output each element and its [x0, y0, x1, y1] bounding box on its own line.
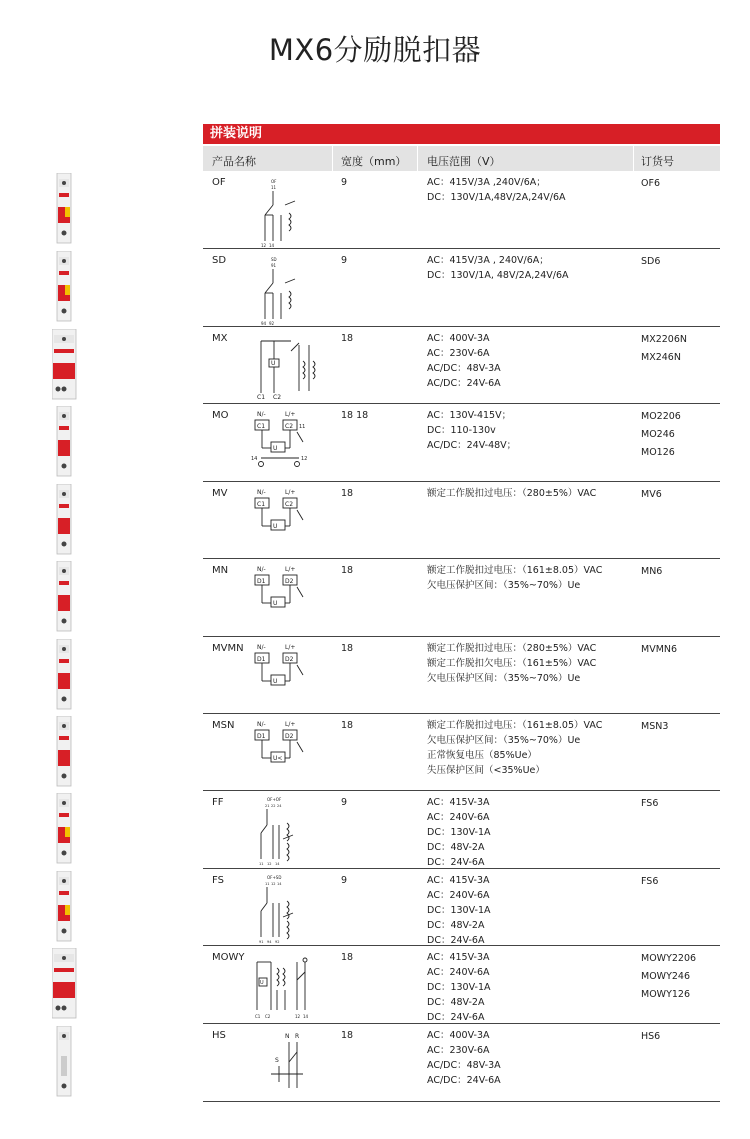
svg-text:OF+SD: OF+SD — [267, 875, 282, 880]
voltage-range: 额定工作脱扣过电压：（280±5%）VAC — [427, 488, 597, 499]
svg-text:C1: C1 — [257, 501, 266, 508]
table-row — [203, 637, 720, 714]
wiring-diagram — [251, 331, 321, 403]
svg-text:L/+: L/+ — [285, 566, 296, 573]
product-name: FF — [212, 797, 224, 808]
product-name: MN — [212, 565, 229, 576]
svg-text:N/-: N/- — [257, 644, 266, 651]
product-thumbnail — [52, 639, 78, 711]
svg-text:14: 14 — [269, 243, 275, 247]
svg-text:U: U — [273, 600, 278, 607]
svg-text:D1: D1 — [257, 733, 266, 740]
wiring-diagram-icon — [251, 563, 321, 635]
svg-text:L/+: L/+ — [285, 489, 296, 496]
table-row — [203, 791, 720, 869]
product-width: 18 — [341, 643, 354, 654]
svg-text:21: 21 — [265, 804, 270, 808]
svg-text:11: 11 — [299, 424, 306, 430]
order-number: MOWY2206 MOWY246 MOWY126 — [641, 953, 697, 1000]
order-number: MV6 — [641, 489, 662, 500]
svg-text:14: 14 — [303, 1014, 309, 1019]
voltage-range: AC：130V-415V； DC：110-130v AC/DC：24V-48V； — [427, 410, 517, 451]
wiring-diagram — [251, 718, 321, 790]
product-name: MOWY — [212, 952, 245, 963]
product-name: MV — [212, 488, 228, 499]
svg-text:14: 14 — [277, 882, 282, 886]
svg-text:91: 91 — [259, 940, 264, 944]
product-width: 18 — [341, 952, 354, 963]
product-width: 9 — [341, 177, 348, 188]
product-thumbnail — [52, 716, 78, 788]
product-name: MSN — [212, 720, 235, 731]
wiring-diagram-icon — [251, 795, 321, 867]
table-row — [203, 714, 720, 791]
product-name: MO — [212, 410, 229, 421]
product-name: MVMN — [212, 643, 244, 654]
wiring-diagram — [251, 795, 321, 867]
product-name: OF — [212, 177, 226, 188]
voltage-range: AC：415V-3A AC：240V-6A DC：130V-1A DC：48V-2A DC：24V-6A — [427, 952, 491, 1023]
product-name: MX — [212, 333, 228, 344]
svg-text:SD: SD — [271, 257, 277, 262]
breaker-module-icon — [52, 406, 78, 478]
svg-text:N: N — [285, 1033, 290, 1040]
svg-text:L/+: L/+ — [285, 721, 296, 728]
svg-text:12: 12 — [267, 862, 272, 866]
svg-text:12: 12 — [301, 456, 308, 462]
table-row — [203, 171, 720, 249]
order-number: FS6 — [641, 876, 659, 887]
wiring-diagram-icon — [251, 718, 321, 790]
table-row — [203, 946, 720, 1024]
voltage-range: 额定工作脱扣过电压：（161±8.05）VAC 欠电压保护区间：（35%~70%）Ue — [427, 565, 603, 591]
svg-text:N/-: N/- — [257, 721, 266, 728]
svg-text:92: 92 — [275, 940, 280, 944]
wiring-diagram-icon — [251, 408, 321, 480]
svg-text:OF+OF: OF+OF — [267, 797, 282, 802]
svg-text:U: U — [260, 980, 264, 986]
svg-text:U: U — [271, 360, 276, 367]
section-title-bar: 拼装说明 — [203, 124, 720, 144]
product-name: FS — [212, 875, 224, 886]
svg-text:N/-: N/- — [257, 566, 266, 573]
voltage-range: AC：415V-3A AC：240V-6A DC：130V-1A DC：48V-2A DC：24V-6A — [427, 797, 491, 868]
svg-text:C1: C1 — [257, 423, 266, 430]
product-name: HS — [212, 1030, 226, 1041]
svg-text:L/+: L/+ — [285, 411, 296, 418]
svg-text:14: 14 — [275, 862, 280, 866]
svg-text:12: 12 — [295, 1014, 301, 1019]
order-number: MX2206N MX246N — [641, 334, 687, 363]
wiring-diagram — [251, 253, 321, 325]
product-width: 9 — [341, 797, 348, 808]
breaker-module-icon — [52, 173, 78, 245]
header-product-name: 产品名称 — [212, 155, 256, 168]
svg-text:11: 11 — [265, 882, 270, 886]
voltage-range: AC：415V/3A ,240V/6A； DC：130V/1A,48V/2A,24V/6A — [427, 177, 566, 203]
header-order-number: 订货号 — [641, 155, 674, 168]
wiring-diagram-icon — [251, 950, 321, 1022]
svg-text:U: U — [273, 523, 278, 530]
product-width: 18 — [341, 1030, 354, 1041]
breaker-module-icon — [52, 561, 78, 633]
product-thumbnail — [52, 173, 78, 245]
svg-text:94: 94 — [267, 940, 272, 944]
svg-text:OF: OF — [271, 179, 277, 184]
table-row — [203, 404, 720, 482]
product-width: 9 — [341, 875, 348, 886]
svg-text:U<: U< — [273, 755, 283, 762]
svg-text:R: R — [295, 1033, 300, 1040]
product-name: SD — [212, 255, 227, 266]
header-width: 宽度（mm） — [341, 155, 407, 168]
svg-text:94: 94 — [261, 321, 267, 325]
svg-text:91: 91 — [271, 263, 277, 268]
wiring-diagram — [251, 641, 321, 713]
product-width: 9 — [341, 255, 348, 266]
voltage-range: AC：415V/3A , 240V/6A； DC：130V/1A, 48V/2A,24V/6A — [427, 255, 569, 281]
svg-text:11: 11 — [271, 185, 277, 190]
svg-text:L/+: L/+ — [285, 644, 296, 651]
product-thumbnail — [52, 329, 78, 401]
svg-text:D1: D1 — [257, 578, 266, 585]
breaker-module-icon — [52, 793, 78, 865]
svg-text:U: U — [273, 445, 278, 452]
svg-text:22: 22 — [271, 804, 276, 808]
svg-text:C2: C2 — [285, 423, 294, 430]
svg-text:N/-: N/- — [257, 489, 266, 496]
wiring-diagram — [251, 950, 321, 1022]
table-row — [203, 559, 720, 637]
breaker-module-icon — [52, 484, 78, 556]
wiring-diagram-icon — [251, 486, 321, 558]
svg-text:C1: C1 — [255, 1014, 261, 1019]
order-number: MSN3 — [641, 721, 669, 732]
svg-text:92: 92 — [269, 321, 275, 325]
svg-text:14: 14 — [251, 456, 258, 462]
order-number: MVMN6 — [641, 644, 678, 655]
wiring-diagram-icon — [251, 873, 321, 945]
wiring-diagram — [251, 408, 321, 480]
product-thumbnail — [52, 793, 78, 865]
product-thumbnail — [52, 948, 78, 1020]
svg-text:24: 24 — [277, 804, 282, 808]
wiring-diagram-icon — [251, 1028, 321, 1100]
voltage-range: AC：415V-3A AC：240V-6A DC：130V-1A DC：48V-2A DC：24V-6A — [427, 875, 491, 946]
table-row — [203, 327, 720, 404]
breaker-module-icon — [52, 251, 78, 323]
svg-text:D1: D1 — [257, 656, 266, 663]
wiring-diagram — [251, 563, 321, 635]
product-width: 18 — [341, 720, 354, 731]
svg-text:N/-: N/- — [257, 411, 266, 418]
voltage-range: 额定工作脱扣过电压：（161±8.05）VAC 欠电压保护区间：（35%~70%）Ue 正常恢复电压（85%Ue） 失压保护区间（<35%Ue） — [427, 720, 603, 776]
product-width: 18 — [341, 488, 354, 499]
order-number: MN6 — [641, 566, 663, 577]
header-voltage: 电压范围（V） — [427, 155, 501, 168]
svg-text:D2: D2 — [285, 733, 294, 740]
svg-text:11: 11 — [259, 862, 264, 866]
wiring-diagram — [251, 486, 321, 558]
product-thumbnail — [52, 1026, 78, 1098]
product-width: 18 18 — [341, 410, 369, 421]
breaker-module-icon — [52, 639, 78, 711]
voltage-range: AC：400V-3A AC：230V-6A AC/DC：48V-3A AC/DC：24V-6A — [427, 1030, 501, 1086]
voltage-range: 额定工作脱扣过电压：（280±5%）VAC 额定工作脱扣欠电压：（161±5%）VAC 欠电压保护区间：（35%~70%）Ue — [427, 643, 597, 684]
svg-text:C2: C2 — [265, 1014, 271, 1019]
table-row — [203, 869, 720, 946]
product-thumbnail — [52, 561, 78, 633]
breaker-module-icon — [52, 871, 78, 943]
svg-text:12: 12 — [271, 882, 276, 886]
svg-text:D2: D2 — [285, 656, 294, 663]
wiring-diagram — [251, 873, 321, 945]
svg-text:S: S — [275, 1057, 279, 1064]
product-width: 18 — [341, 333, 354, 344]
product-thumbnail — [52, 406, 78, 478]
breaker-module-icon — [52, 1026, 78, 1098]
breaker-module-icon — [52, 329, 78, 401]
order-number: MO2206 MO246 MO126 — [641, 411, 681, 458]
product-thumbnail — [52, 251, 78, 323]
wiring-diagram — [251, 175, 321, 247]
svg-text:C1: C1 — [257, 394, 266, 401]
svg-text:C2: C2 — [273, 394, 282, 401]
wiring-diagram-icon — [251, 331, 321, 403]
order-number: OF6 — [641, 178, 660, 189]
order-number: SD6 — [641, 256, 661, 267]
order-number: FS6 — [641, 798, 659, 809]
product-thumbnail — [52, 484, 78, 556]
table-row — [203, 482, 720, 559]
table-row — [203, 1024, 720, 1102]
wiring-diagram-icon — [251, 641, 321, 713]
svg-text:C2: C2 — [285, 501, 294, 508]
wiring-diagram-icon — [251, 253, 321, 325]
product-thumbnail — [52, 871, 78, 943]
wiring-diagram — [251, 1028, 321, 1100]
table-row — [203, 249, 720, 327]
breaker-module-icon — [52, 948, 78, 1020]
wiring-diagram-icon — [251, 175, 321, 247]
breaker-module-icon — [52, 716, 78, 788]
product-width: 18 — [341, 565, 354, 576]
order-number: HS6 — [641, 1031, 661, 1042]
svg-text:U: U — [273, 678, 278, 685]
svg-text:D2: D2 — [285, 578, 294, 585]
page-title: MX6分励脱扣器 — [268, 33, 482, 67]
table-header — [203, 146, 720, 171]
svg-text:12: 12 — [261, 243, 267, 247]
voltage-range: AC：400V-3A AC：230V-6A AC/DC：48V-3A AC/DC：24V-6A — [427, 333, 501, 389]
